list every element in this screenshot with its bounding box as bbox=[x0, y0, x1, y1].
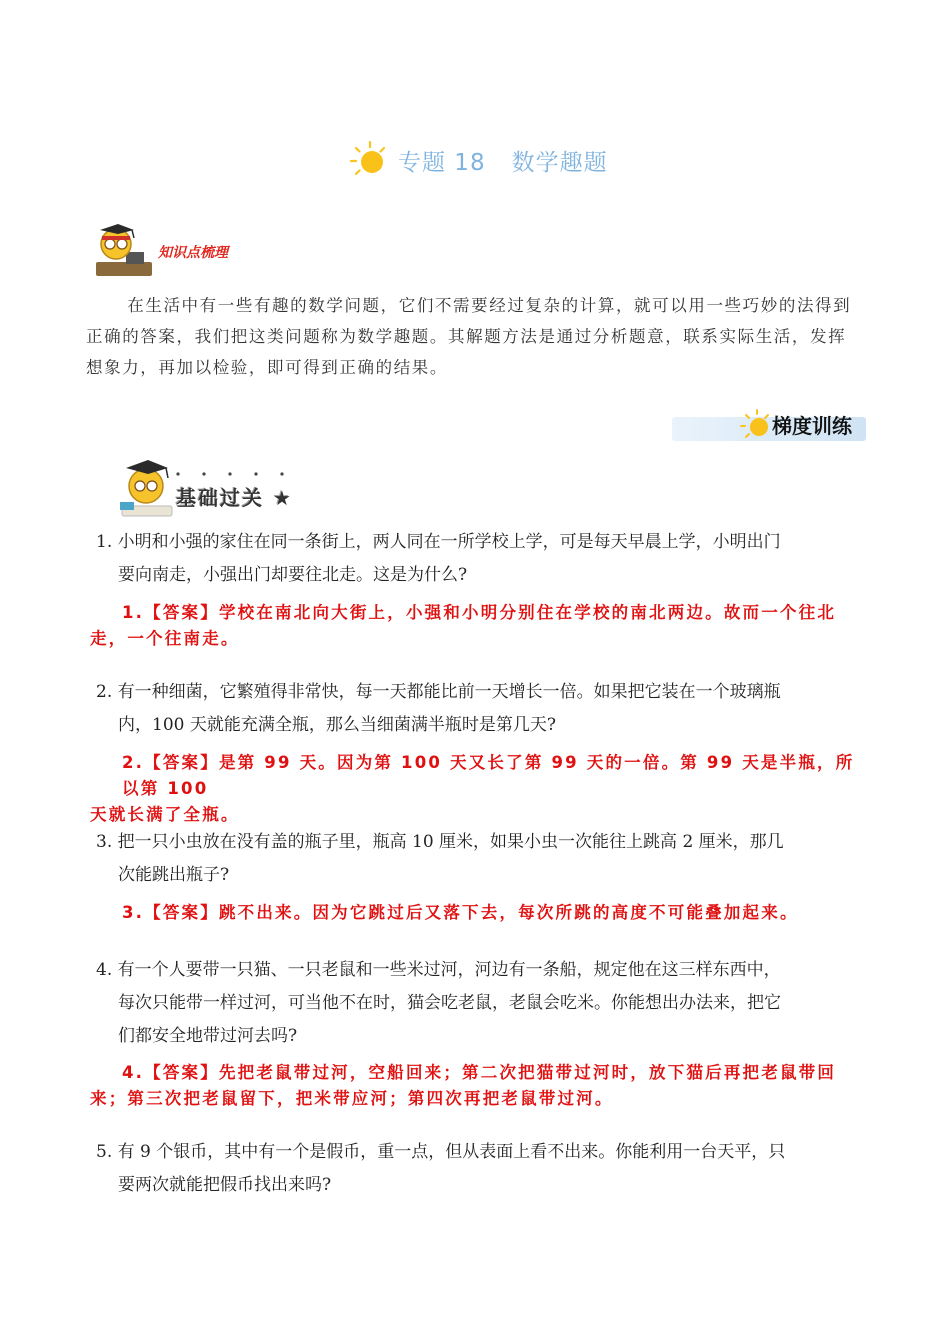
question-text: 要向南走，小强出门却要往北走。这是为什么? bbox=[118, 565, 468, 585]
question-2 bbox=[96, 676, 866, 742]
topic-name: 数学趣题 bbox=[511, 149, 608, 176]
scholar-mascot-icon bbox=[92, 218, 156, 280]
answer-1 bbox=[90, 600, 870, 652]
answer-3 bbox=[90, 900, 870, 926]
answer-4 bbox=[90, 1060, 870, 1112]
question-text: 们都安全地带过河去吗? bbox=[118, 1026, 298, 1046]
question-text: 5. 有 9 个银币，其中有一个是假币，重一点，但从表面上看不出来。你能利用一台天平，只 bbox=[96, 1142, 786, 1162]
intro-paragraph: 在生活中有一些有趣的数学问题，它们不需要经过复杂的计算，就可以用一些巧妙的法得到正确的答案，我们把这类问题称为数学趣题。其解题方法是通过分析题意，联系实际生活，发挥想象力，再加以检验，即可得到正确的结果。 bbox=[86, 296, 852, 377]
page-title bbox=[348, 140, 608, 180]
question-text: 次能跳出瓶子? bbox=[118, 865, 230, 885]
answer-2 bbox=[90, 750, 870, 828]
question-3 bbox=[96, 826, 866, 892]
question-text: 每次只能带一样过河，可当他不在时，猫会吃老鼠，老鼠会吃米。你能想出办法来，把它 bbox=[118, 993, 781, 1013]
basic-header bbox=[116, 452, 316, 522]
answer-text: 2.【答案】是第 99 天。因为第 100 天又长了第 99 天的一倍。第 99 天是半瓶，所以第 100 bbox=[122, 753, 855, 798]
basic-label: 基础过关 ★ bbox=[176, 486, 293, 510]
sun-icon bbox=[348, 140, 392, 180]
question-4 bbox=[96, 954, 866, 1053]
question-text: 内，100 天就能充满全瓶，那么当细菌满半瓶时是第几天? bbox=[118, 715, 556, 735]
answer-text: 走，一个往南走。 bbox=[90, 629, 240, 648]
answer-text: 来；第三次把老鼠留下，把米带应河；第四次再把老鼠带过河。 bbox=[90, 1089, 614, 1108]
knowledge-label: 知识点梳理 bbox=[158, 245, 228, 261]
dot-trail-decoration bbox=[174, 470, 304, 478]
star-icon: ★ bbox=[272, 486, 293, 510]
question-text: 2. 有一种细菌，它繁殖得非常快，每一天都能比前一天增长一倍。如果把它装在一个玻璃瓶 bbox=[96, 682, 781, 702]
question-text: 3. 把一只小虫放在没有盖的瓶子里，瓶高 10 厘米，如果小虫一次能往上跳高 2 厘米，那几 bbox=[96, 832, 784, 852]
topic-number: 专题 18 bbox=[398, 149, 486, 176]
question-text: 要两次就能把假币找出来吗? bbox=[118, 1175, 332, 1195]
answer-text: 4.【答案】先把老鼠带过河，空船回来；第二次把猫带过河时，放下猫后再把老鼠带回 bbox=[122, 1063, 837, 1082]
knowledge-header bbox=[92, 218, 292, 280]
answer-text: 天就长满了全瓶。 bbox=[90, 805, 240, 824]
answer-text: 1.【答案】学校在南北向大街上，小强和小明分别住在学校的南北两边。故而一个往北 bbox=[122, 603, 837, 622]
scholar-mascot-icon bbox=[116, 452, 180, 522]
question-1 bbox=[96, 526, 866, 592]
question-text: 4. 有一个人要带一只猫、一只老鼠和一些米过河，河边有一条船，规定他在这三样东西中， bbox=[96, 960, 781, 980]
training-label: 梯度训练 bbox=[772, 414, 852, 438]
question-5 bbox=[96, 1136, 866, 1202]
answer-text: 3.【答案】跳不出来。因为它跳过后又落下去，每次所跳的高度不可能叠加起来。 bbox=[122, 903, 799, 922]
question-text: 1. 小明和小强的家住在同一条街上，两人同在一所学校上学，可是每天早晨上学，小明出门 bbox=[96, 532, 781, 552]
sun-icon bbox=[740, 409, 774, 441]
